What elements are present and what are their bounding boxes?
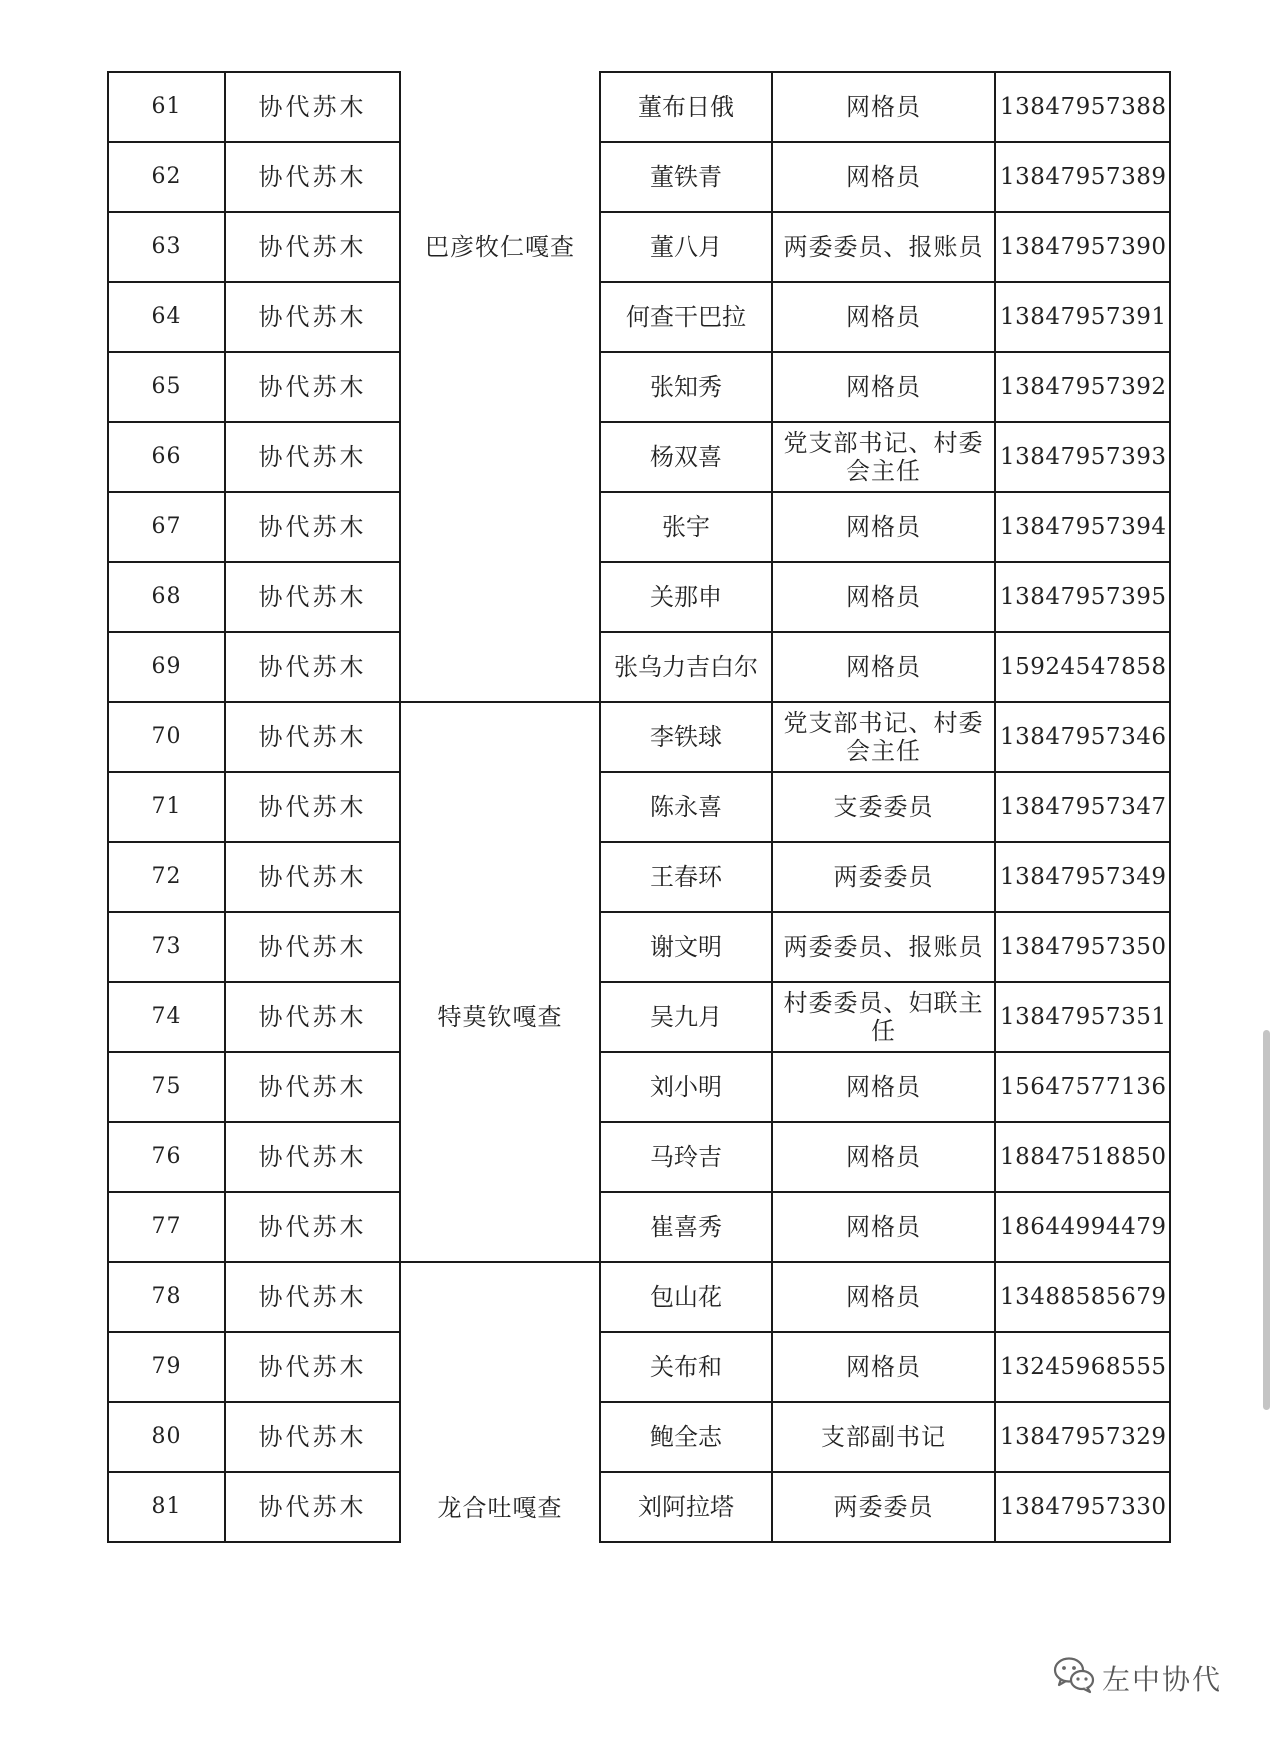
person-name-cell: 刘阿拉塔 xyxy=(600,1472,772,1542)
role-cell: 网格员 xyxy=(772,562,995,632)
phone-cell: 13847957390 xyxy=(995,212,1170,282)
township-cell: 协代苏木 xyxy=(225,702,400,772)
phone-cell: 13847957388 xyxy=(995,72,1170,142)
person-name-cell: 董铁青 xyxy=(600,142,772,212)
role-cell: 两委委员 xyxy=(772,842,995,912)
village-cell xyxy=(400,842,600,912)
table-row xyxy=(108,1052,1170,1122)
person-name-cell: 鲍全志 xyxy=(600,1402,772,1472)
township-cell: 协代苏木 xyxy=(225,1052,400,1122)
role-cell: 网格员 xyxy=(772,1262,995,1332)
table-row xyxy=(108,1122,1170,1192)
role-cell: 网格员 xyxy=(772,352,995,422)
village-cell xyxy=(400,632,600,702)
row-number: 76 xyxy=(108,1122,225,1192)
person-name-cell: 张乌力吉白尔 xyxy=(600,632,772,702)
role-cell: 两委委员 xyxy=(772,1472,995,1542)
role-cell: 网格员 xyxy=(772,1122,995,1192)
township-cell: 协代苏木 xyxy=(225,492,400,562)
table-row xyxy=(108,1262,1170,1332)
phone-cell: 13847957393 xyxy=(995,422,1170,492)
person-name-cell: 吴九月 xyxy=(600,982,772,1052)
role-cell: 网格员 xyxy=(772,1192,995,1262)
village-name-cell: 龙合吐嘎查 xyxy=(400,1472,600,1542)
watermark xyxy=(1052,1655,1222,1701)
person-name-cell: 关布和 xyxy=(600,1332,772,1402)
township-cell: 协代苏木 xyxy=(225,212,400,282)
row-number: 67 xyxy=(108,492,225,562)
village-cell xyxy=(400,772,600,842)
phone-cell: 13847957330 xyxy=(995,1472,1170,1542)
phone-cell: 13847957329 xyxy=(995,1402,1170,1472)
person-name-cell: 董八月 xyxy=(600,212,772,282)
township-cell: 协代苏木 xyxy=(225,1262,400,1332)
township-cell: 协代苏木 xyxy=(225,282,400,352)
person-name-cell: 董布日俄 xyxy=(600,72,772,142)
township-cell: 协代苏木 xyxy=(225,1332,400,1402)
township-cell: 协代苏木 xyxy=(225,1122,400,1192)
person-name-cell: 刘小明 xyxy=(600,1052,772,1122)
village-cell xyxy=(400,912,600,982)
row-number: 65 xyxy=(108,352,225,422)
phone-cell: 13847957392 xyxy=(995,352,1170,422)
phone-cell: 13847957349 xyxy=(995,842,1170,912)
row-number: 62 xyxy=(108,142,225,212)
row-number: 64 xyxy=(108,282,225,352)
township-cell: 协代苏木 xyxy=(225,72,400,142)
row-number: 61 xyxy=(108,72,225,142)
role-cell: 两委委员、报账员 xyxy=(772,912,995,982)
roster-body xyxy=(108,72,1170,1542)
township-cell: 协代苏木 xyxy=(225,142,400,212)
row-number: 68 xyxy=(108,562,225,632)
row-number: 80 xyxy=(108,1402,225,1472)
table-row xyxy=(108,72,1170,142)
phone-cell: 18644994479 xyxy=(995,1192,1170,1262)
person-name-cell: 崔喜秀 xyxy=(600,1192,772,1262)
township-cell: 协代苏木 xyxy=(225,912,400,982)
township-cell: 协代苏木 xyxy=(225,1192,400,1262)
role-cell: 网格员 xyxy=(772,1052,995,1122)
role-cell: 党支部书记、村委会主任 xyxy=(772,702,995,772)
township-cell: 协代苏木 xyxy=(225,772,400,842)
table-row xyxy=(108,1402,1170,1472)
phone-cell: 13847957347 xyxy=(995,772,1170,842)
role-cell: 支委委员 xyxy=(772,772,995,842)
row-number: 79 xyxy=(108,1332,225,1402)
scrollbar-thumb[interactable] xyxy=(1263,1030,1270,1410)
table-row xyxy=(108,912,1170,982)
row-number: 77 xyxy=(108,1192,225,1262)
village-cell xyxy=(400,352,600,422)
village-cell xyxy=(400,702,600,772)
table-row xyxy=(108,142,1170,212)
role-cell: 党支部书记、村委会主任 xyxy=(772,422,995,492)
village-cell xyxy=(400,422,600,492)
table-row xyxy=(108,632,1170,702)
phone-cell: 13488585679 xyxy=(995,1262,1170,1332)
person-name-cell: 包山花 xyxy=(600,1262,772,1332)
phone-cell: 13847957389 xyxy=(995,142,1170,212)
phone-cell: 13847957394 xyxy=(995,492,1170,562)
township-cell: 协代苏木 xyxy=(225,1472,400,1542)
village-cell xyxy=(400,562,600,632)
phone-cell: 13847957346 xyxy=(995,702,1170,772)
table-row xyxy=(108,772,1170,842)
row-number: 63 xyxy=(108,212,225,282)
village-cell xyxy=(400,1332,600,1402)
role-cell: 网格员 xyxy=(772,142,995,212)
township-cell: 协代苏木 xyxy=(225,352,400,422)
phone-cell: 15924547858 xyxy=(995,632,1170,702)
village-name-cell: 巴彦牧仁嘎查 xyxy=(400,212,600,282)
phone-cell: 18847518850 xyxy=(995,1122,1170,1192)
village-name-cell: 特莫钦嘎查 xyxy=(400,982,600,1052)
table-row xyxy=(108,982,1170,1052)
table-row xyxy=(108,282,1170,352)
watermark-text: 左中协代 xyxy=(1102,1663,1223,1696)
township-cell: 协代苏木 xyxy=(225,842,400,912)
table-row xyxy=(108,562,1170,632)
row-number: 73 xyxy=(108,912,225,982)
role-cell: 两委委员、报账员 xyxy=(772,212,995,282)
township-cell: 协代苏木 xyxy=(225,632,400,702)
phone-cell: 13847957350 xyxy=(995,912,1170,982)
row-number: 81 xyxy=(108,1472,225,1542)
phone-cell: 13847957351 xyxy=(995,982,1170,1052)
row-number: 72 xyxy=(108,842,225,912)
role-cell: 网格员 xyxy=(772,492,995,562)
table-row xyxy=(108,1472,1170,1542)
village-cell xyxy=(400,1122,600,1192)
row-number: 74 xyxy=(108,982,225,1052)
table-row xyxy=(108,702,1170,772)
person-name-cell: 何查干巴拉 xyxy=(600,282,772,352)
township-cell: 协代苏木 xyxy=(225,562,400,632)
row-number: 71 xyxy=(108,772,225,842)
village-cell xyxy=(400,492,600,562)
table-row xyxy=(108,1192,1170,1262)
table-row xyxy=(108,352,1170,422)
village-cell xyxy=(400,282,600,352)
township-cell: 协代苏木 xyxy=(225,422,400,492)
phone-cell: 13245968555 xyxy=(995,1332,1170,1402)
village-cell xyxy=(400,1262,600,1332)
township-cell: 协代苏木 xyxy=(225,1402,400,1472)
person-name-cell: 杨双喜 xyxy=(600,422,772,492)
township-cell: 协代苏木 xyxy=(225,982,400,1052)
staff-roster-table xyxy=(107,71,1171,1543)
person-name-cell: 张宇 xyxy=(600,492,772,562)
village-cell xyxy=(400,1402,600,1472)
table-row xyxy=(108,842,1170,912)
person-name-cell: 关那申 xyxy=(600,562,772,632)
phone-cell: 15647577136 xyxy=(995,1052,1170,1122)
person-name-cell: 李铁球 xyxy=(600,702,772,772)
role-cell: 网格员 xyxy=(772,1332,995,1402)
row-number: 69 xyxy=(108,632,225,702)
table-row xyxy=(108,422,1170,492)
table-row xyxy=(108,212,1170,282)
phone-cell: 13847957395 xyxy=(995,562,1170,632)
table-row xyxy=(108,1332,1170,1402)
wechat-icon xyxy=(1052,1655,1096,1702)
person-name-cell: 陈永喜 xyxy=(600,772,772,842)
person-name-cell: 王春环 xyxy=(600,842,772,912)
table-row xyxy=(108,492,1170,562)
row-number: 78 xyxy=(108,1262,225,1332)
person-name-cell: 谢文明 xyxy=(600,912,772,982)
person-name-cell: 张知秀 xyxy=(600,352,772,422)
row-number: 66 xyxy=(108,422,225,492)
person-name-cell: 马玲吉 xyxy=(600,1122,772,1192)
row-number: 75 xyxy=(108,1052,225,1122)
role-cell: 网格员 xyxy=(772,632,995,702)
role-cell: 网格员 xyxy=(772,72,995,142)
village-cell xyxy=(400,72,600,142)
role-cell: 支部副书记 xyxy=(772,1402,995,1472)
village-cell xyxy=(400,1052,600,1122)
role-cell: 网格员 xyxy=(772,282,995,352)
role-cell: 村委委员、妇联主任 xyxy=(772,982,995,1052)
phone-cell: 13847957391 xyxy=(995,282,1170,352)
village-cell xyxy=(400,142,600,212)
village-cell xyxy=(400,1192,600,1262)
row-number: 70 xyxy=(108,702,225,772)
